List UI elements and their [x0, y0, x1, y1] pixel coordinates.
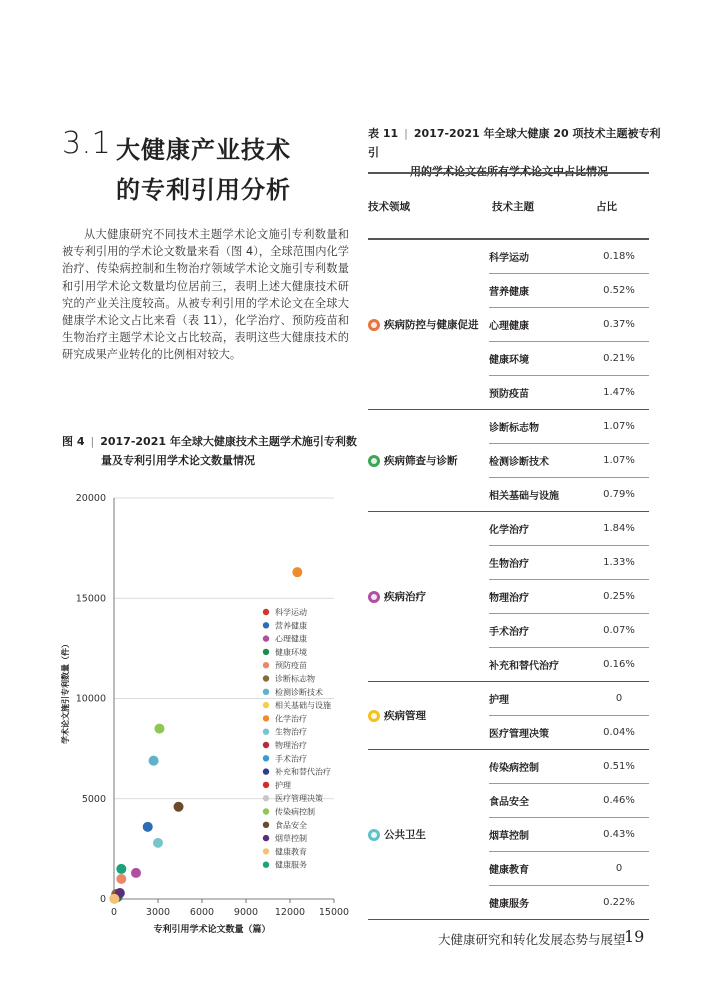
proportion-table — [368, 172, 649, 920]
ratio-cell: 0.25% — [603, 591, 635, 602]
ratio-cell: 0.37% — [603, 319, 635, 330]
legend-marker — [263, 862, 269, 868]
table-row — [489, 682, 649, 716]
treatment-icon — [368, 591, 380, 603]
topic-cell: 传染病控制 — [489, 763, 539, 774]
data-point — [292, 567, 302, 577]
ratio-cell: 0.46% — [603, 795, 635, 806]
legend-label: 物理治疗 — [275, 741, 307, 750]
table-group — [368, 750, 649, 920]
legend-marker — [263, 835, 269, 841]
table-row — [489, 580, 649, 614]
legend-label: 健康环境 — [275, 647, 307, 657]
table-caption-line1: 2017-2021 年全球大健康 20 项技术主题被专利引 — [368, 127, 661, 159]
data-point — [153, 838, 163, 848]
group-field-name: 疾病防控与健康促进 — [384, 319, 479, 331]
legend-label: 相关基础与设施 — [275, 701, 331, 711]
table-row — [489, 648, 649, 681]
ratio-cell: 0.07% — [603, 625, 635, 636]
legend-label: 食品安全 — [275, 820, 307, 830]
legend-label: 科学运动 — [275, 608, 307, 617]
legend-label: 预防疫苗 — [275, 661, 307, 671]
legend-label: 检测诊断技术 — [275, 687, 323, 697]
chart-legend — [263, 607, 331, 870]
table-row — [489, 852, 649, 886]
legend-marker — [263, 715, 269, 721]
table-label: 表 11 — [368, 127, 399, 140]
legend-marker — [263, 649, 269, 655]
x-tick-label: 15000 — [318, 907, 350, 918]
table-group — [368, 512, 649, 682]
table-row — [489, 478, 649, 511]
legend-label: 传染病控制 — [275, 807, 315, 817]
table-row — [489, 784, 649, 818]
ratio-cell: 1.84% — [603, 523, 635, 534]
table-row — [489, 274, 649, 308]
prevention-icon — [368, 319, 380, 331]
table-row — [489, 750, 649, 784]
topic-cell: 护理 — [489, 695, 509, 706]
legend-label: 健康教育 — [275, 847, 307, 857]
topic-cell: 预防疫苗 — [489, 389, 529, 400]
legend-marker — [263, 689, 269, 695]
figure-caption-line1: 2017-2021 年全球大健康技术主题学术施引专利数 — [100, 435, 357, 448]
y-tick-label: 0 — [99, 894, 106, 905]
legend-marker — [263, 822, 269, 828]
table-row — [489, 716, 649, 749]
section-title-line2: 的专利引用分析 — [116, 176, 291, 204]
ratio-cell: 0.79% — [603, 489, 635, 500]
data-point — [154, 724, 164, 734]
ratio-cell: 0.52% — [603, 285, 635, 296]
footer-title: 大健康研究和转化发展态势与展望 — [438, 932, 626, 947]
figure-caption — [62, 432, 362, 470]
topic-cell: 烟草控制 — [489, 831, 529, 842]
table-row — [489, 308, 649, 342]
topic-cell: 心理健康 — [489, 321, 529, 332]
legend-marker — [263, 768, 269, 774]
table-row — [489, 818, 649, 852]
legend-label: 健康服务 — [275, 860, 307, 870]
ratio-cell: 0.22% — [603, 897, 635, 908]
topic-cell: 检测诊断技术 — [489, 457, 549, 468]
x-tick-label: 6000 — [189, 907, 215, 918]
data-point — [143, 822, 153, 832]
topic-cell: 营养健康 — [489, 287, 529, 298]
table-row — [489, 410, 649, 444]
legend-label: 手术治疗 — [275, 754, 307, 764]
legend-label: 生物治疗 — [275, 727, 307, 737]
body-paragraph: 从大健康研究不同技术主题学术论文施引专利数量和被专利引用的学术论文数量来看（图 4），全球范围内化学治疗、传染病控制和生物治疗领域学术论文施引专利数量和引用学术论文数量均位居前三，表明上述大健康技术研究的产业关注度较高。从被专利引用的学术论文在全球大健康学术论文占比来看（表 11），化学治疗、预防疫苗和生物治疗主题学术论文占比较高，表明这些大健康技术的研究成果产业转化的比例相对较大。 — [62, 228, 349, 362]
ratio-cell: 0.21% — [603, 353, 635, 364]
x-tick-label: 3000 — [145, 907, 171, 918]
group-field-name: 疾病筛查与诊断 — [384, 455, 458, 467]
table-row — [489, 546, 649, 580]
legend-label: 心理健康 — [275, 634, 307, 644]
data-point — [174, 802, 184, 812]
chart-points — [109, 567, 302, 904]
x-tick-label: 9000 — [233, 907, 259, 918]
y-tick-label: 5000 — [81, 793, 106, 805]
table-row — [489, 376, 649, 409]
topic-cell: 物理治疗 — [489, 593, 529, 604]
legend-marker — [263, 635, 269, 641]
table-row — [489, 614, 649, 648]
group-field-name: 公共卫生 — [384, 829, 426, 841]
group-field-cell — [368, 512, 489, 681]
group-field-name: 疾病管理 — [384, 710, 426, 722]
legend-marker — [263, 808, 269, 814]
legend-marker — [263, 755, 269, 761]
legend-marker — [263, 742, 269, 748]
topic-cell: 食品安全 — [489, 797, 529, 808]
table-row — [489, 444, 649, 478]
y-tick-label: 15000 — [75, 593, 106, 605]
group-field-name: 疾病治疗 — [384, 591, 426, 603]
legend-marker — [263, 782, 269, 788]
header-ratio: 占比 — [596, 201, 617, 213]
topic-cell: 诊断标志物 — [489, 423, 539, 434]
topic-cell: 健康环境 — [489, 355, 529, 366]
legend-marker — [263, 609, 269, 615]
ratio-cell: 0.18% — [603, 251, 635, 262]
group-field-cell — [368, 750, 489, 919]
y-tick-label: 20000 — [75, 493, 106, 504]
table-row — [489, 512, 649, 546]
x-tick-label: 0 — [110, 907, 118, 918]
data-point — [116, 874, 126, 884]
table-caption-line2: 用的学术论文在所有学术论文中占比情况 — [410, 165, 608, 178]
legend-marker — [263, 848, 269, 854]
legend-marker — [263, 675, 269, 681]
ratio-cell: 0 — [615, 693, 623, 704]
table-row — [489, 886, 649, 919]
data-point — [131, 868, 141, 878]
public-health-icon — [368, 829, 380, 841]
topic-cell: 科学运动 — [489, 253, 529, 264]
figure-label: 图 4 — [62, 435, 85, 448]
header-topic: 技术主题 — [492, 201, 534, 213]
legend-marker — [263, 622, 269, 628]
ratio-cell: 1.47% — [603, 387, 635, 398]
ratio-cell: 0.43% — [603, 829, 635, 840]
legend-marker — [263, 729, 269, 735]
topic-cell: 补充和替代治疗 — [489, 661, 559, 672]
diagnosis-icon — [368, 455, 380, 467]
data-point — [116, 864, 126, 874]
group-field-cell — [368, 682, 489, 749]
y-tick-label: 10000 — [75, 693, 106, 705]
topic-cell: 健康教育 — [489, 865, 529, 876]
topic-cell: 化学治疗 — [489, 525, 529, 536]
topic-cell: 生物治疗 — [489, 559, 529, 570]
ratio-cell: 0 — [615, 863, 623, 874]
ratio-cell: 0.16% — [603, 659, 635, 670]
table-group — [368, 240, 649, 410]
management-icon — [368, 710, 380, 722]
page-number: 19 — [624, 927, 645, 946]
ratio-cell: 0.04% — [603, 727, 635, 738]
ratio-cell: 1.33% — [603, 557, 635, 568]
legend-label: 营养健康 — [275, 621, 307, 631]
legend-label: 化学治疗 — [275, 714, 307, 724]
topic-cell: 健康服务 — [489, 899, 529, 910]
legend-label: 医疗管理决策 — [275, 794, 323, 804]
legend-label: 补充和替代治疗 — [275, 767, 331, 777]
table-row — [489, 342, 649, 376]
table-row — [489, 240, 649, 274]
table-group — [368, 410, 649, 512]
figure-separator: | — [90, 435, 95, 448]
table-separator: | — [404, 127, 408, 140]
ratio-cell: 1.07% — [603, 455, 635, 466]
y-axis-label: 学术论文施引专利数量（件） — [61, 640, 70, 744]
topic-cell: 相关基础与设施 — [489, 491, 559, 502]
x-tick-label: 12000 — [274, 907, 306, 918]
group-field-cell — [368, 240, 489, 409]
x-axis-label: 专利引用学术论文数量（篇） — [153, 925, 271, 935]
figure-caption-line2: 量及专利引用学术论文数量情况 — [101, 454, 255, 467]
table-group — [368, 682, 649, 750]
topic-cell: 医疗管理决策 — [489, 729, 549, 740]
section-title-line1: 大健康产业技术 — [116, 136, 291, 164]
legend-marker — [263, 662, 269, 668]
legend-marker — [263, 702, 269, 708]
table-header — [368, 172, 649, 240]
table-body — [368, 240, 649, 920]
ratio-cell: 0.51% — [603, 761, 635, 772]
legend-marker — [263, 795, 269, 801]
scatter-chart — [54, 486, 350, 944]
header-field: 技术领域 — [368, 201, 410, 213]
data-point — [149, 756, 159, 766]
group-field-cell — [368, 410, 489, 511]
data-point — [109, 894, 119, 904]
legend-label: 护理 — [275, 780, 291, 790]
legend-label: 诊断标志物 — [275, 674, 315, 684]
legend-label: 烟草控制 — [275, 834, 307, 844]
topic-cell: 手术治疗 — [489, 627, 529, 638]
ratio-cell: 1.07% — [603, 421, 635, 432]
section-number: 3.1 — [62, 126, 112, 161]
